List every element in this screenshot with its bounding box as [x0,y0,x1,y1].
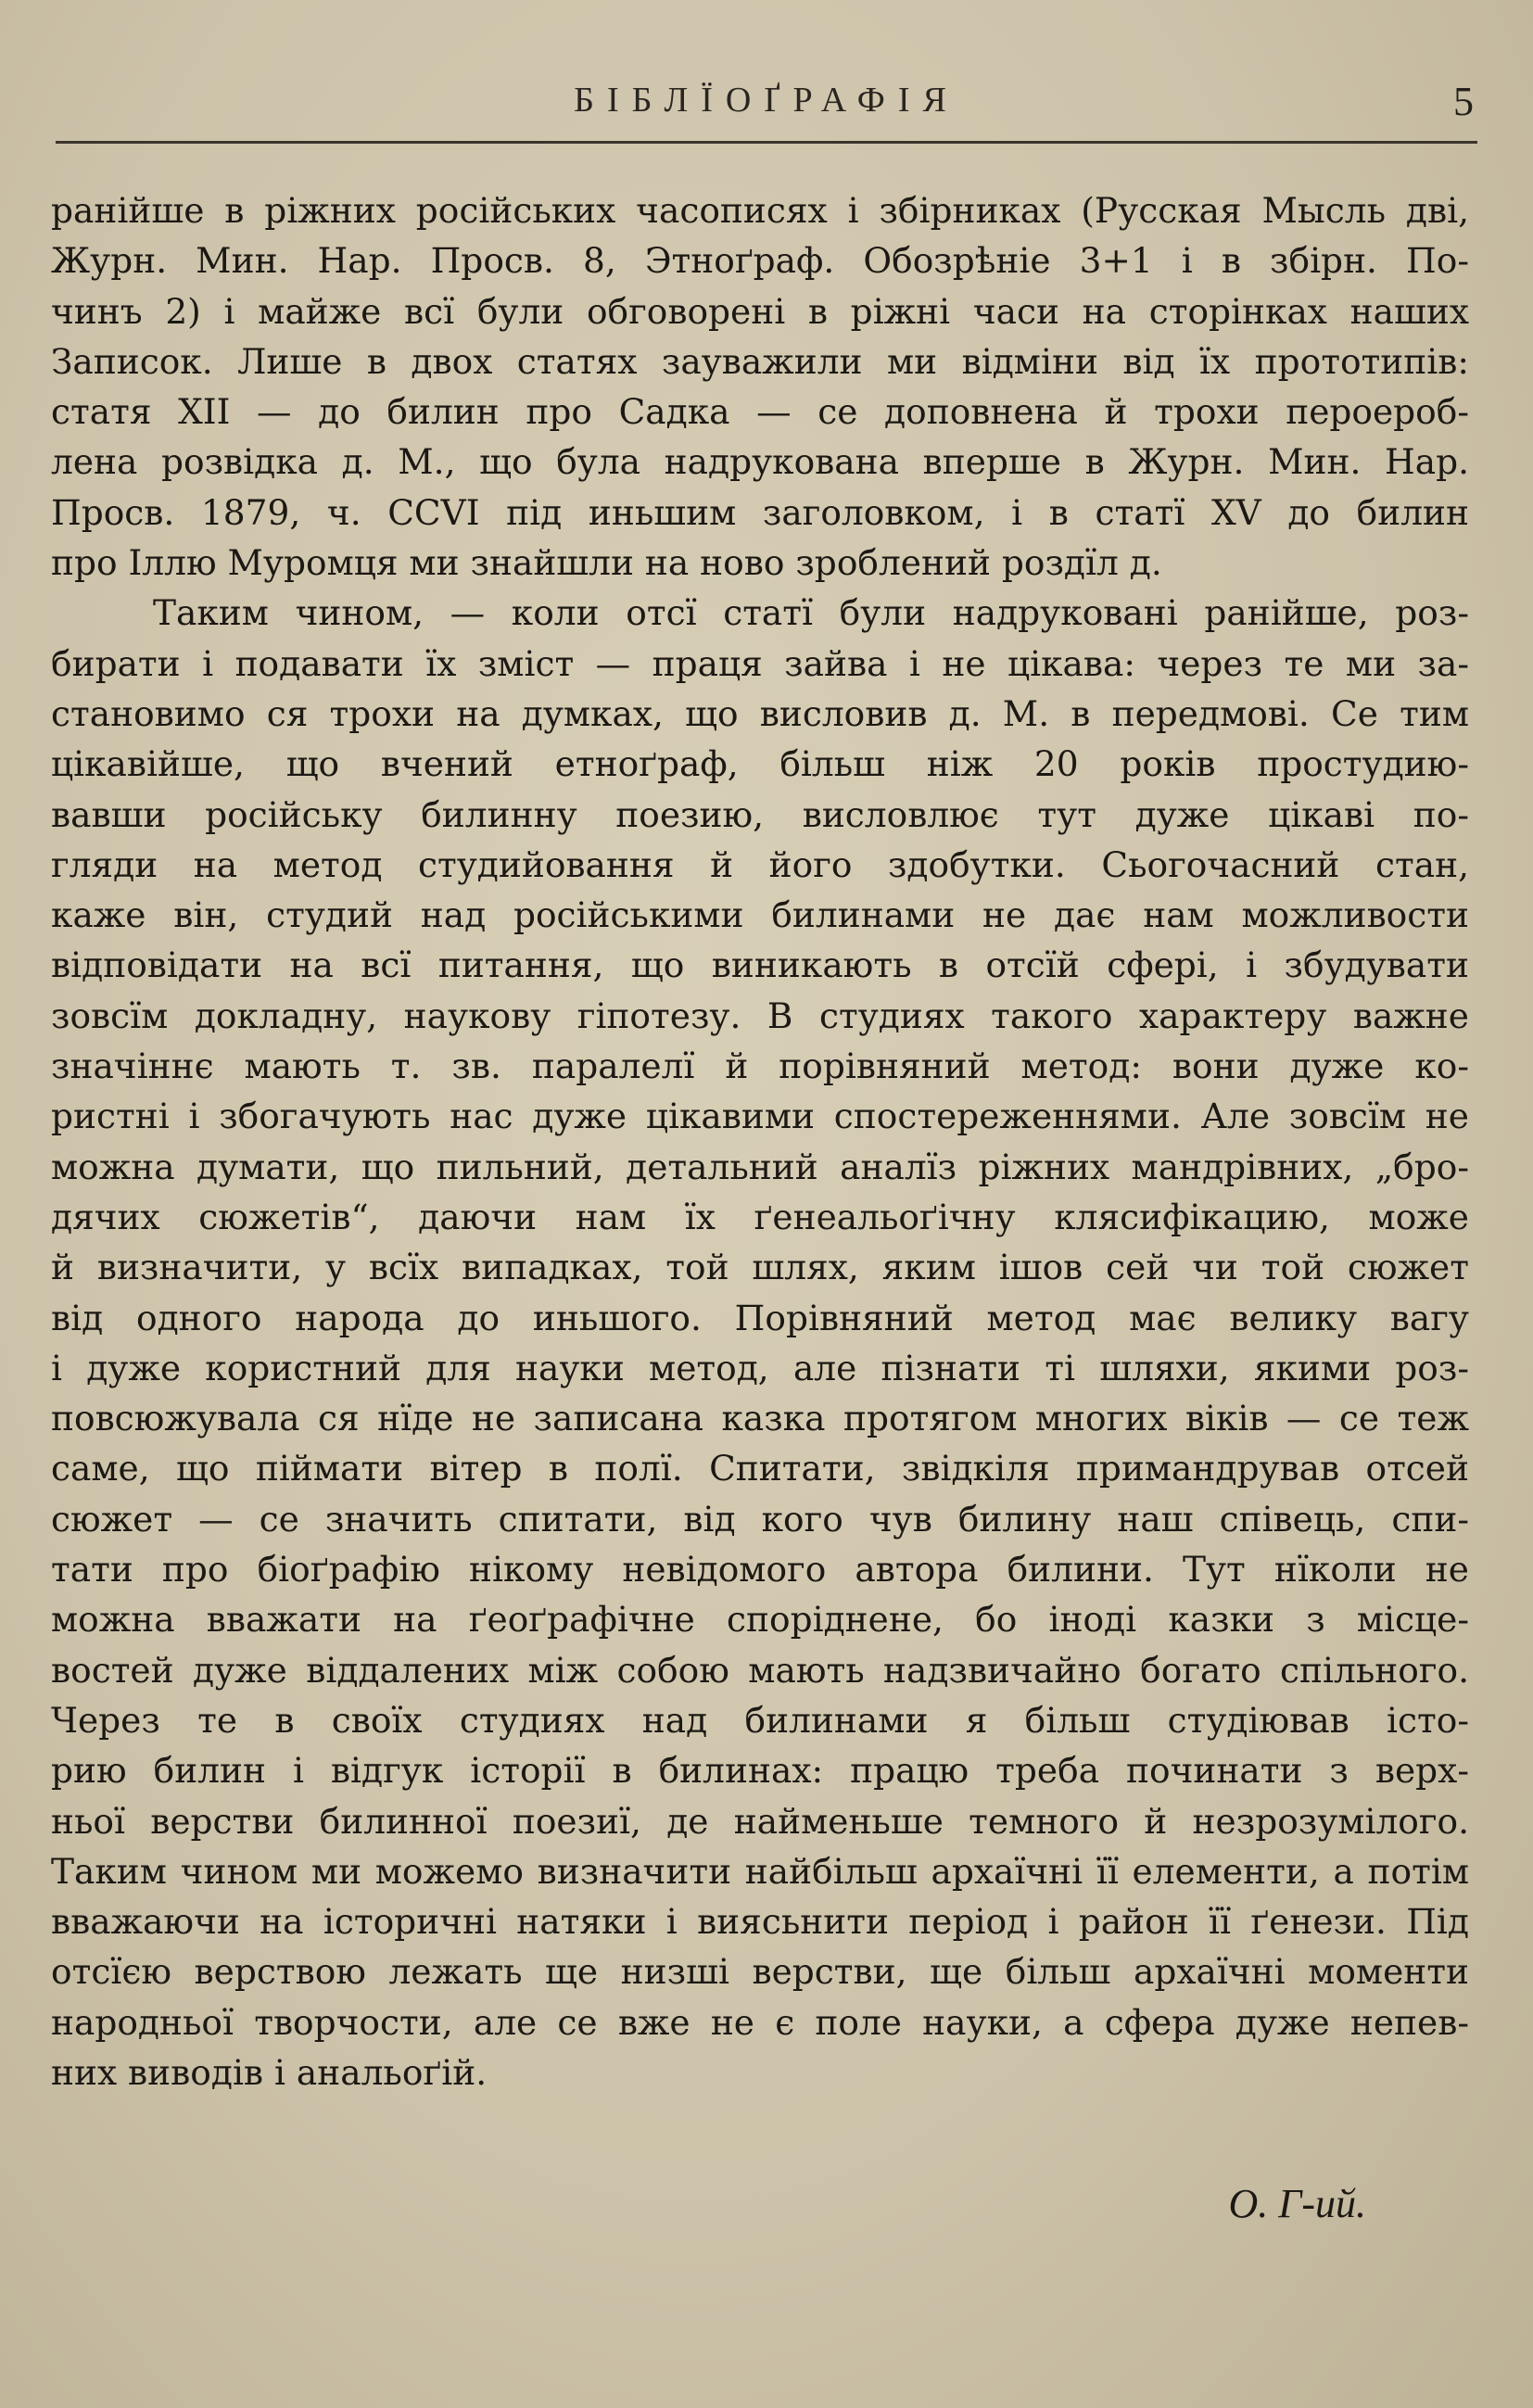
text-line: тати про біоґрафію нікому невідомого автора билини. Тут нїколи не [51,1549,1469,1591]
text-line: Просв. 1879, ч. CCVI під иньшим заголовком, і в статї XV до билин [51,491,1469,533]
running-head [0,80,1533,135]
body-text [51,185,1469,2097]
text-line: рию билин і відгук історії в билинах: працю треба починати з верх- [51,1750,1469,1792]
text-line: значіннє мають т. зв. паралелї й порівняний метод: вони дуже ко- [51,1046,1469,1087]
text-line: і дуже користний для науки метод, але пізнати ті шляхи, якими роз- [51,1347,1469,1388]
text-line: статя XII — до билин про Садка — се доповнена й трохи пероероб- [51,391,1469,433]
text-line: народньої творчости, але се вже не є поле науки, а сфера дуже непев- [51,2001,1469,2043]
author-signature: О. Г-ий. [1228,2181,1366,2226]
text-line: бирати і подавати їх зміст — праця зайва і не цікава: через те ми за- [51,642,1469,684]
text-line: вважаючи на історичні натяки і виясьнити період і район її ґенези. Під [51,1901,1469,1943]
text-line: від одного народа до иньшого. Порівняний метод має велику вагу [51,1297,1469,1338]
page-number: 5 [1453,79,1474,124]
text-line: ристні і збогачують нас дуже цікавими спостереженнями. Але зовсїм не [51,1096,1469,1137]
text-line: гляди на метод студийовання й його здобутки. Сьогочасний стан, [51,843,1469,885]
text-line: ранійше в ріжних російських часописях і збірниках (Русская Мысль дві, [51,190,1469,231]
header-rule [56,141,1477,144]
text-line: відповідати на всї питання, що виникають в отсїй сфері, і збудувати [51,944,1469,986]
text-line: востей дуже віддалених між собою мають надзвичайно богато спільного. [51,1649,1469,1691]
text-line: отсїєю верствою лежать ще низші верстви, ще більш архаїчні моменти [51,1951,1469,1993]
text-line: цікавійше, що вчений етноґраф, більш ніж 20 років простудию- [51,743,1469,785]
text-line: про Іллю Муромця ми знайшли на ново зроблений роздїл д. [51,542,1162,584]
text-line: дячих сюжетів“, даючи нам їх ґенеальоґічну клясифікацию, може [51,1196,1469,1237]
running-head-title: БІБЛЇОҐРАФІЯ [574,81,959,120]
text-line: Таким чином, — коли отсї статї були надруковані ранійше, роз- [153,592,1469,634]
text-line: вавши російську билинну поезию, висловлює тут дуже цікаві по- [51,793,1469,835]
text-line: можна вважати на ґеоґрафічне споріднене, бо іноді казки з місце- [51,1599,1469,1641]
text-line: ньої верстви билинної поезиї, де найменьше темного й незрозумілого. [51,1800,1469,1842]
text-line: Записок. Лише в двох статях зауважили ми відміни від їх прототипів: [51,340,1469,382]
text-line: можна думати, що пильний, детальний аналїз ріжних мандрівних, „бро- [51,1146,1469,1187]
text-line: Таким чином ми можемо визначити найбільш архаїчні її елементи, а потім [51,1850,1469,1892]
text-line: Через те в своїх студиях над билинами я більш студіював істо- [51,1699,1469,1741]
text-line: каже він, студий над російськими билинами не дає нам можливости [51,894,1469,936]
text-line: повсюжувала ся нїде не записана казка протягом многих віків — се теж [51,1398,1469,1439]
text-line: становимо ся трохи на думках, що висловив д. М. в передмові. Се тим [51,692,1469,734]
text-line: зовсїм докладну, наукову гіпотезу. В студиях такого характеру важне [51,995,1469,1036]
text-line: них виводів і анальоґій. [51,2051,488,2093]
text-line: сюжет — се значить спитати, від кого чув билину наш співець, спи- [51,1498,1469,1540]
text-line: лена розвідка д. М., що була надрукована вперше в Журн. Мин. Нар. [51,441,1469,483]
text-line: Журн. Мин. Нар. Просв. 8, Этноґраф. Обозрѣніе 3+1 і в збірн. По- [51,240,1469,282]
text-line: й визначити, у всїх випадках, той шлях, яким ішов сей чи той сюжет [51,1247,1469,1288]
text-line: саме, що піймати вітер в полї. Спитати, звідкіля примандрував отсей [51,1448,1469,1489]
text-line: чинъ 2) і майже всї були обговорені в ріжні часи на сторінках наших [51,290,1469,332]
